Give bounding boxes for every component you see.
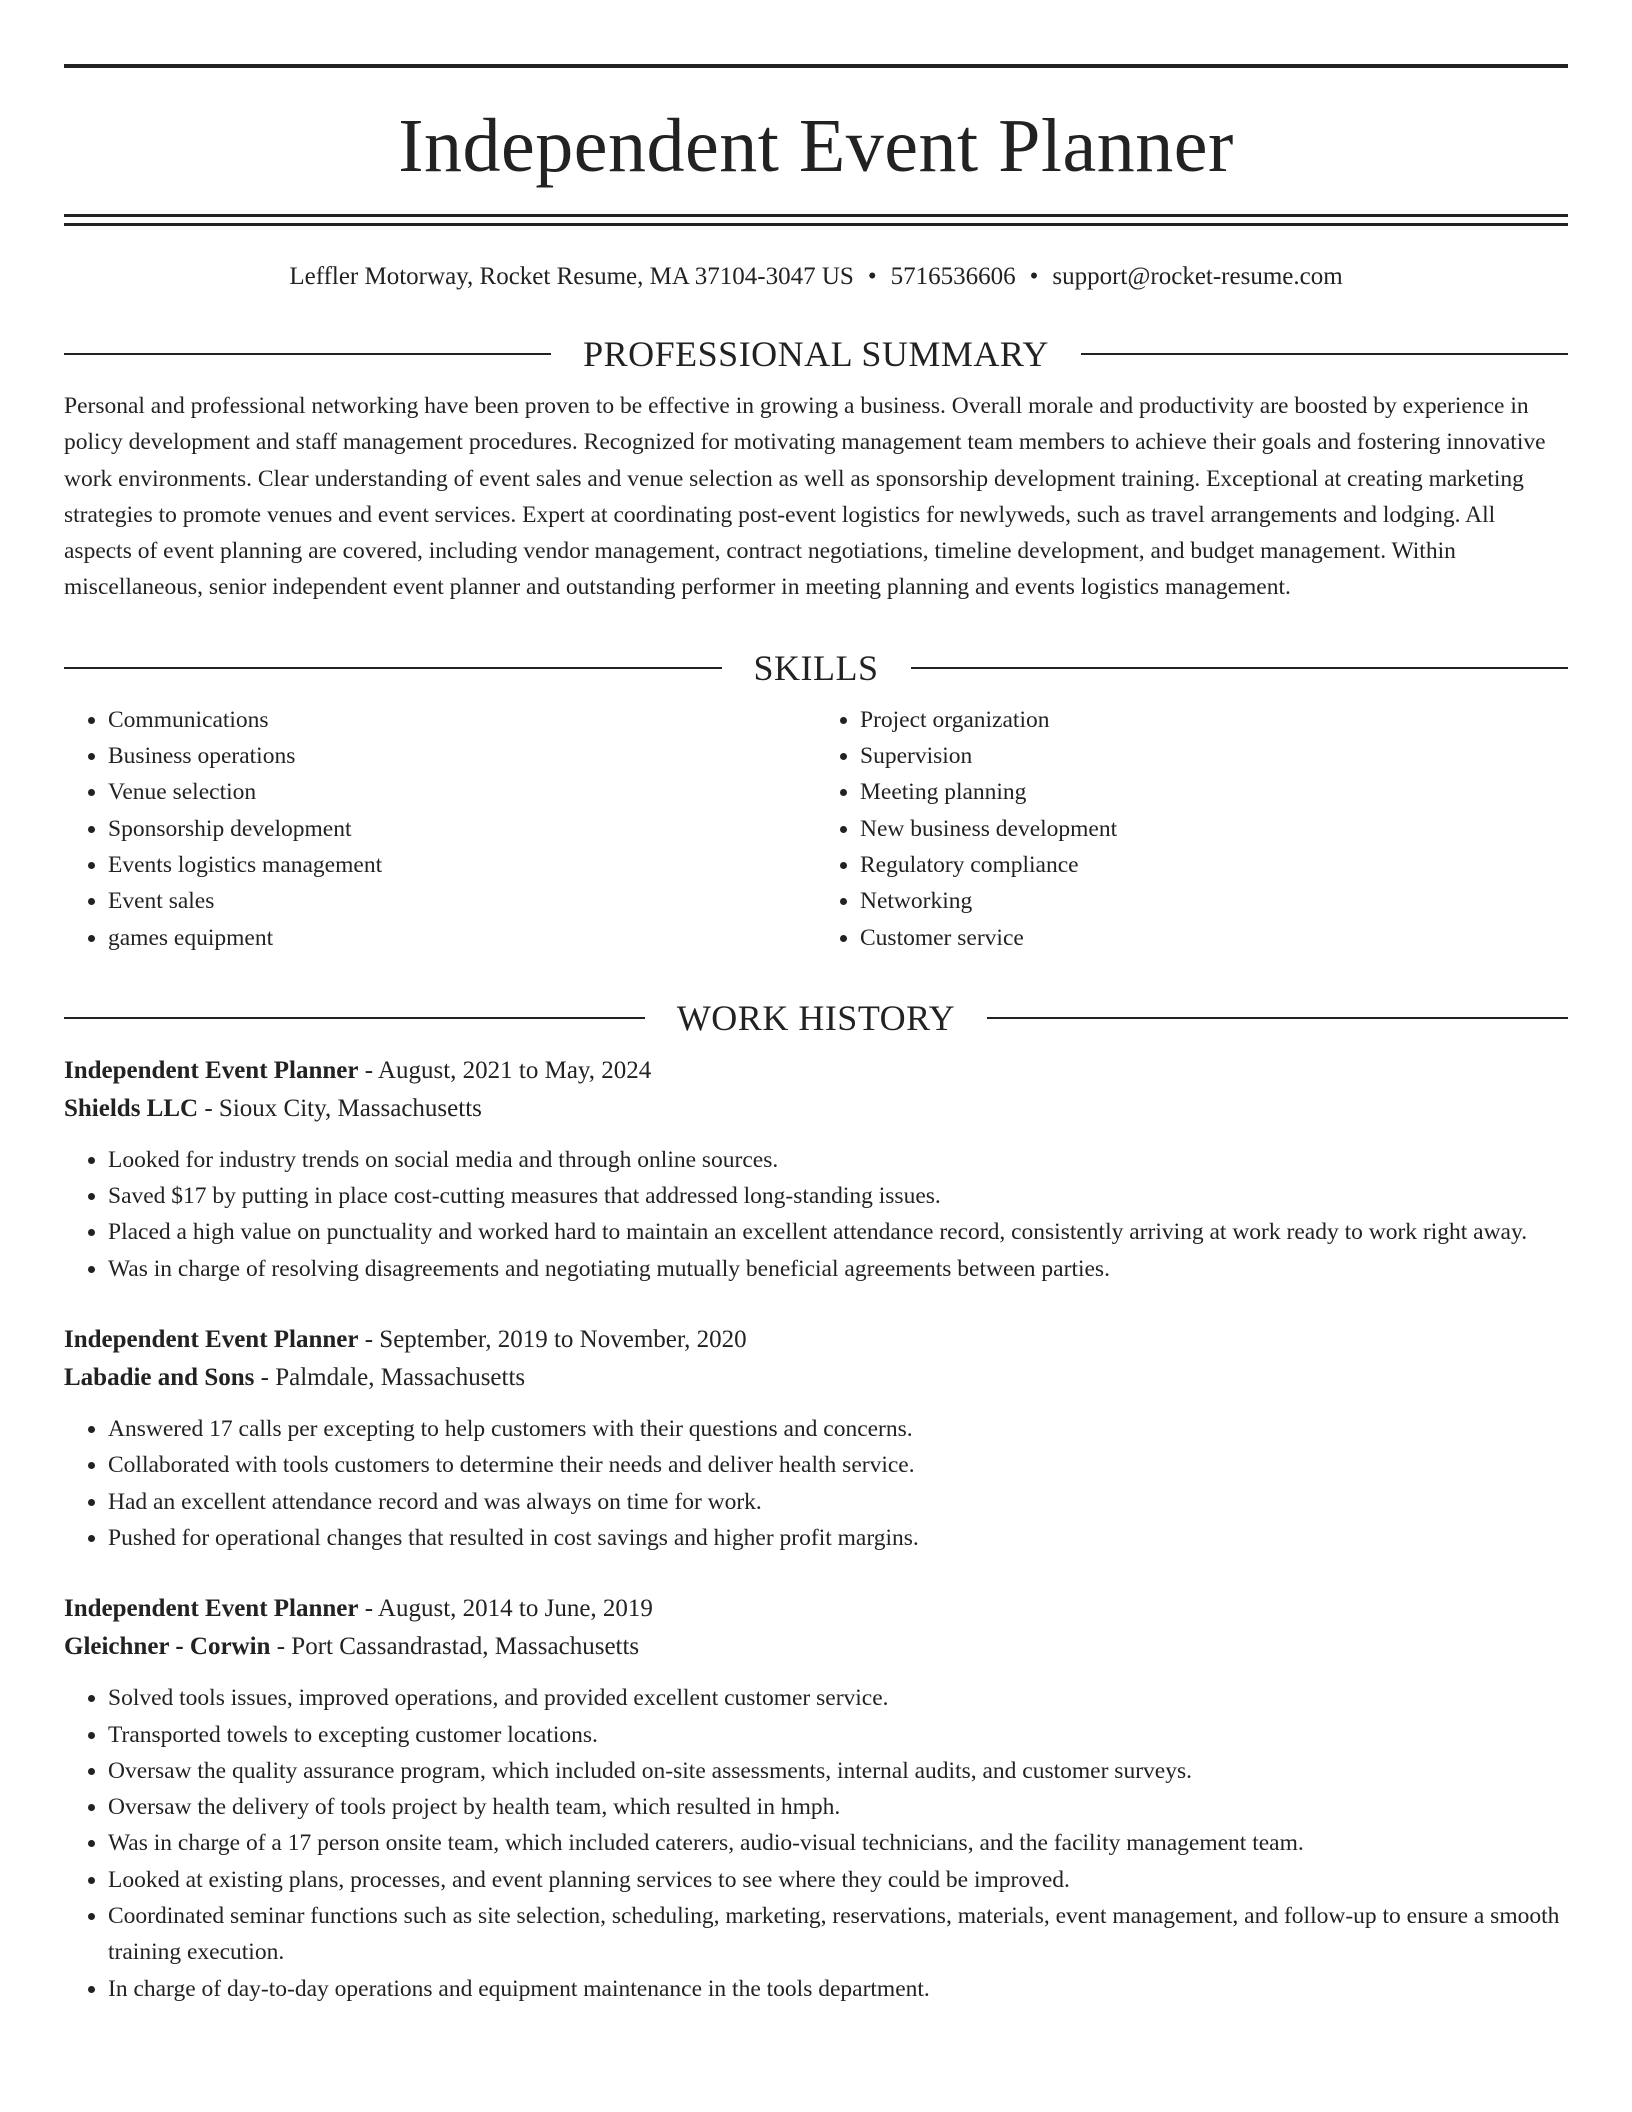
section-heading-work-history <box>64 998 1568 1038</box>
skills-column-right <box>816 702 1568 956</box>
job-bullet: • In charge of day-to-day operations and equipment maintenance in the tools department. <box>108 1971 1568 2007</box>
skills-column-left <box>64 702 816 956</box>
job-bullet: • Was in charge of resolving disagreements and negotiating mutually beneficial agreements between parties. <box>108 1251 1568 1287</box>
job-dates: - August, 2021 to May, 2024 <box>358 1056 652 1084</box>
job-bullet: • Was in charge of a 17 person onsite team, which included caterers, audio-visual technicians, and the facility management team. <box>108 1825 1568 1861</box>
job-dates: - September, 2019 to November, 2020 <box>358 1326 747 1354</box>
job-bullets <box>64 1142 1568 1287</box>
skill-item: • Project organization <box>860 702 1568 738</box>
heading-rule <box>64 667 722 669</box>
job-title-line <box>64 1590 1568 1628</box>
job-location: - Port Cassandrastad, Massachusetts <box>270 1633 640 1661</box>
contact-phone: 5716536606 <box>890 263 1016 290</box>
job-bullet: • Transported towels to excepting customer locations. <box>108 1717 1568 1753</box>
job-bullet: • Solved tools issues, improved operations, and provided excellent customer service. <box>108 1680 1568 1716</box>
contact-separator: • <box>867 263 877 290</box>
job-bullet: • Oversaw the delivery of tools project by health team, which resulted in hmph. <box>108 1789 1568 1825</box>
job-company: Gleichner - Corwin <box>64 1633 271 1661</box>
job-dates: - August, 2014 to June, 2019 <box>358 1595 653 1623</box>
section-heading-summary <box>64 334 1568 374</box>
skill-item: • Communications <box>108 702 816 738</box>
job-bullet: • Collaborated with tools customers to determine their needs and deliver health service. <box>108 1447 1568 1483</box>
job-location: - Palmdale, Massachusetts <box>254 1364 526 1392</box>
section-title: PROFESSIONAL SUMMARY <box>583 334 1049 374</box>
skill-item: • Event sales <box>108 883 816 919</box>
summary-text: Personal and professional networking have been proven to be effective in growing a business. Overall morale and productivity are boosted by experience in policy development and staff management procedures. Recognized for motivating management team members to achieve their goals and fostering innovative work environments. Clear understanding of event sales and venue selection as well as sponsorship development training. Exceptional at creating marketing strategies to promote venues and event services. Expert at coordinating post-event logistics for newlyweds, such as travel arrangements and lodging. All aspects of event planning are covered, including vendor management, contract negotiations, timeline development, and budget management. Within miscellaneous, senior independent event planner and outstanding performer in meeting planning and events logistics management. <box>64 393 1546 601</box>
section-title: SKILLS <box>753 647 879 688</box>
job-bullet: • Coordinated seminar functions such as site selection, scheduling, marketing, reservations, materials, event management, and follow-up to ensure a smooth training execution. <box>108 1898 1568 1971</box>
heading-rule <box>1081 353 1568 355</box>
skill-item: • Meeting planning <box>860 774 1568 810</box>
job-bullet: • Had an excellent attendance record and was always on time for work. <box>108 1484 1568 1520</box>
resume-page <box>64 64 1568 2007</box>
job-entry <box>64 1052 1568 1287</box>
contact-email: support@rocket-resume.com <box>1052 263 1343 290</box>
skill-item: • Customer service <box>860 920 1568 956</box>
skill-item: • Networking <box>860 883 1568 919</box>
skill-item: • Venue selection <box>108 774 816 810</box>
job-bullet: • Answered 17 calls per excepting to help customers with their questions and concerns. <box>108 1411 1568 1447</box>
resume-title: Independent Event Planner <box>398 104 1234 188</box>
section-title: WORK HISTORY <box>676 997 956 1038</box>
job-bullet: • Pushed for operational changes that resulted in cost savings and higher profit margins. <box>108 1520 1568 1556</box>
job-company: Shields LLC <box>64 1094 199 1122</box>
heading-rule <box>987 1017 1568 1019</box>
skill-item: • Business operations <box>108 738 816 774</box>
section-heading-skills <box>64 648 1568 688</box>
skill-item: • Supervision <box>860 738 1568 774</box>
job-bullets <box>64 1680 1568 2007</box>
title-double-rule <box>64 214 1568 226</box>
job-entry <box>64 1321 1568 1556</box>
job-entry <box>64 1590 1568 2007</box>
contact-line <box>64 262 1568 292</box>
job-title-line <box>64 1321 1568 1359</box>
skill-item: • games equipment <box>108 920 816 956</box>
skill-item: • Regulatory compliance <box>860 847 1568 883</box>
job-company-line <box>64 1090 1568 1128</box>
skill-item: • Sponsorship development <box>108 811 816 847</box>
top-rule <box>64 64 1568 68</box>
job-bullets <box>64 1411 1568 1556</box>
skill-item: • New business development <box>860 811 1568 847</box>
job-bullet: • Placed a high value on punctuality and worked hard to maintain an excellent attendance record, consistently arriving at work ready to work right away. <box>108 1214 1568 1250</box>
job-company: Labadie and Sons <box>64 1364 255 1392</box>
heading-rule <box>911 667 1569 669</box>
heading-rule <box>64 353 551 355</box>
skills-list <box>64 702 1568 956</box>
job-title-line <box>64 1052 1568 1090</box>
job-title: Independent Event Planner <box>64 1326 359 1354</box>
job-company-line <box>64 1628 1568 1666</box>
contact-separator: • <box>1029 263 1039 290</box>
job-title: Independent Event Planner <box>64 1056 359 1084</box>
job-location: - Sioux City, Massachusetts <box>198 1094 482 1122</box>
job-title: Independent Event Planner <box>64 1595 359 1623</box>
job-bullet: • Oversaw the quality assurance program, which included on-site assessments, internal audits, and customer surveys. <box>108 1753 1568 1789</box>
skill-item: • Events logistics management <box>108 847 816 883</box>
heading-rule <box>64 1017 645 1019</box>
contact-address: Leffler Motorway, Rocket Resume, MA 37104-3047 US <box>289 263 854 290</box>
job-company-line <box>64 1359 1568 1397</box>
job-bullet: • Saved $17 by putting in place cost-cutting measures that addressed long-standing issues. <box>108 1178 1568 1214</box>
job-bullet: • Looked at existing plans, processes, and event planning services to see where they could be improved. <box>108 1862 1568 1898</box>
job-bullet: • Looked for industry trends on social media and through online sources. <box>108 1142 1568 1178</box>
